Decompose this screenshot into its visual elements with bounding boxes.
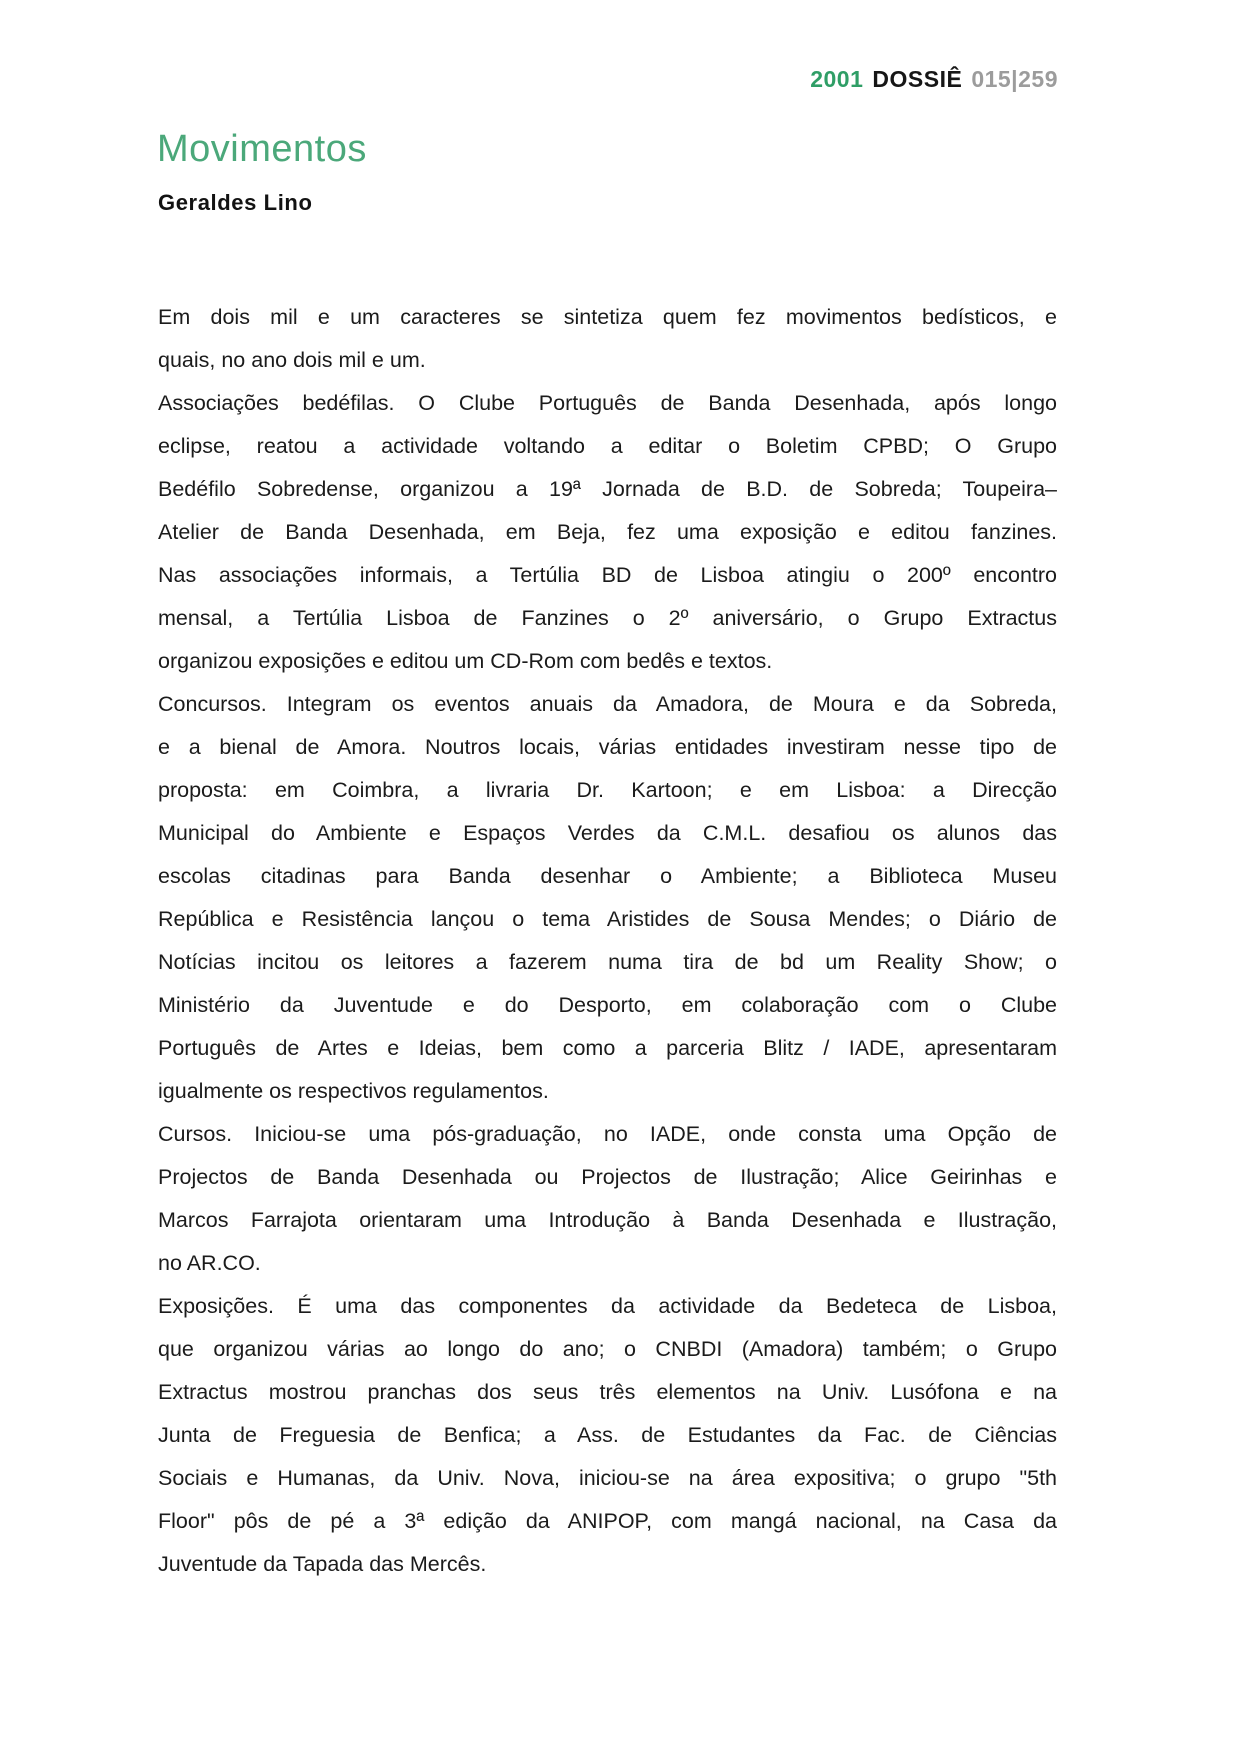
text-line: e a bienal de Amora. Noutros locais, várias entidades investiram nesse tipo de (158, 735, 1057, 759)
header-page-reference: 015|259 (971, 66, 1058, 92)
article-title: Movimentos (157, 128, 367, 170)
text-line: Concursos. Integram os eventos anuais da Amadora, de Moura e da Sobreda, (158, 692, 1057, 716)
text-line: Junta de Freguesia de Benfica; a Ass. de Estudantes da Fac. de Ciências (158, 1423, 1057, 1447)
text-line: Português de Artes e Ideias, bem como a parceria Blitz / IADE, apresentaram (158, 1036, 1057, 1060)
text-line: Floor" pôs de pé a 3ª edição da ANIPOP, com mangá nacional, na Casa da (158, 1509, 1057, 1533)
header-section-label: DOSSIÊ (872, 66, 963, 92)
text-line: República e Resistência lançou o tema Aristides de Sousa Mendes; o Diário de (158, 907, 1057, 931)
paragraph (158, 1285, 1057, 1586)
text-line: Cursos. Iniciou-se uma pós-graduação, no IADE, onde consta uma Opção de (158, 1122, 1057, 1146)
text-line: Ministério da Juventude e do Desporto, em colaboração com o Clube (158, 993, 1057, 1017)
text-line: Juventude da Tapada das Mercês. (158, 1552, 487, 1576)
paragraph (158, 683, 1057, 1113)
text-line: quais, no ano dois mil e um. (158, 348, 426, 372)
text-line: Municipal do Ambiente e Espaços Verdes da C.M.L. desafiou os alunos das (158, 821, 1057, 845)
text-line: Atelier de Banda Desenhada, em Beja, fez uma exposição e editou fanzines. (158, 520, 1057, 544)
text-line: Sociais e Humanas, da Univ. Nova, iniciou-se na área expositiva; o grupo "5th (158, 1466, 1057, 1490)
text-line: Notícias incitou os leitores a fazerem numa tira de bd um Reality Show; o (158, 950, 1057, 974)
text-line: Bedéfilo Sobredense, organizou a 19ª Jornada de B.D. de Sobreda; Toupeira– (158, 477, 1057, 501)
header-year: 2001 (810, 66, 864, 92)
text-line: no AR.CO. (158, 1251, 261, 1275)
text-line: organizou exposições e editou um CD-Rom com bedês e textos. (158, 649, 773, 673)
text-line: Projectos de Banda Desenhada ou Projectos de Ilustração; Alice Geirinhas e (158, 1165, 1057, 1189)
article-author: Geraldes Lino (158, 190, 313, 215)
text-line: escolas citadinas para Banda desenhar o Ambiente; a Biblioteca Museu (158, 864, 1057, 888)
text-line: Nas associações informais, a Tertúlia BD de Lisboa atingiu o 200º encontro (158, 563, 1057, 587)
text-line: que organizou várias ao longo do ano; o CNBDI (Amadora) também; o Grupo (158, 1337, 1057, 1361)
text-line: igualmente os respectivos regulamentos. (158, 1079, 549, 1103)
text-line: proposta: em Coimbra, a livraria Dr. Kartoon; e em Lisboa: a Direcção (158, 778, 1057, 802)
text-line: mensal, a Tertúlia Lisboa de Fanzines o 2º aniversário, o Grupo Extractus (158, 606, 1057, 630)
paragraph (158, 1113, 1057, 1285)
text-line: Exposições. É uma das componentes da actividade da Bedeteca de Lisboa, (158, 1294, 1057, 1318)
text-line: Marcos Farrajota orientaram uma Introdução à Banda Desenhada e Ilustração, (158, 1208, 1057, 1232)
page-header (158, 66, 1058, 93)
paragraph (158, 296, 1057, 382)
text-line: Associações bedéfilas. O Clube Português de Banda Desenhada, após longo (158, 391, 1057, 415)
article-body (158, 296, 1057, 1586)
text-line: Extractus mostrou pranchas dos seus três elementos na Univ. Lusófona e na (158, 1380, 1057, 1404)
text-line: eclipse, reatou a actividade voltando a editar o Boletim CPBD; O Grupo (158, 434, 1057, 458)
paragraph (158, 382, 1057, 683)
text-line: Em dois mil e um caracteres se sintetiza quem fez movimentos bedísticos, e (158, 305, 1057, 329)
